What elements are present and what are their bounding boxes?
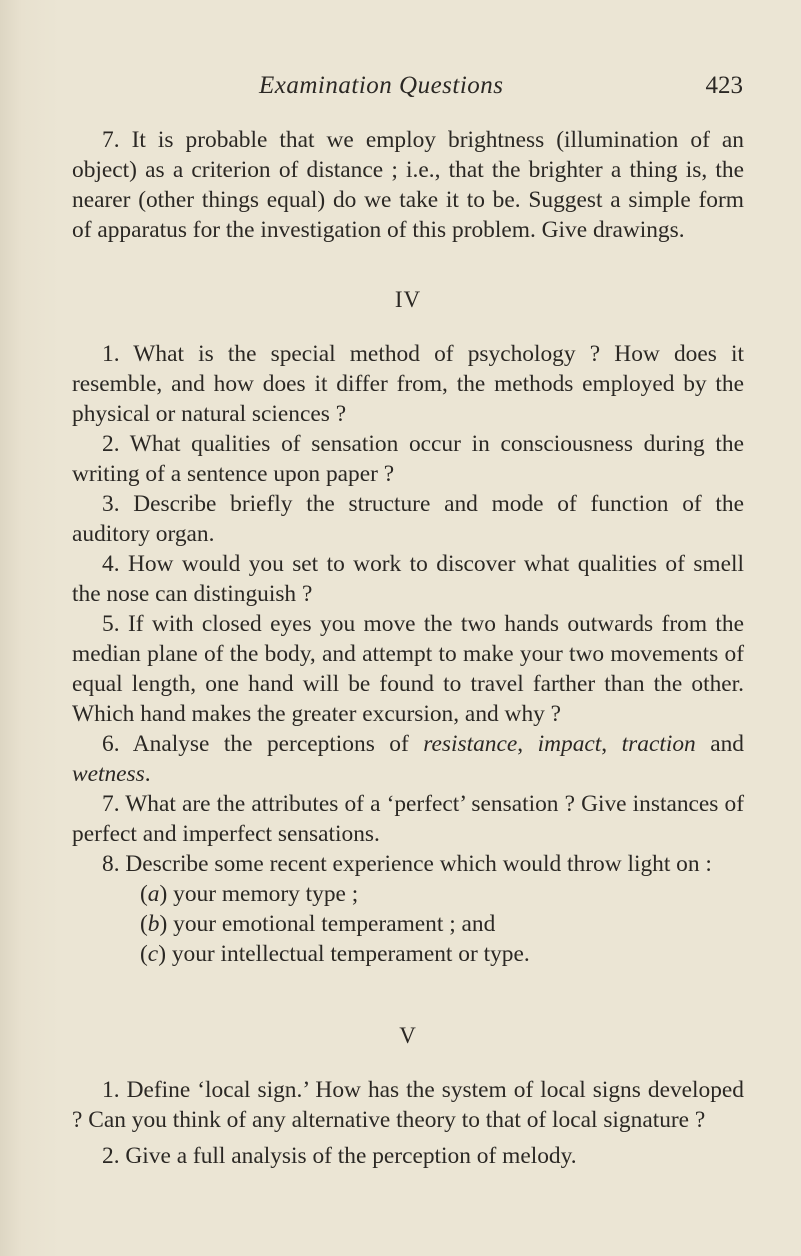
question-iv-1: 1. What is the special method of psychology ? How does it resemble, and how does it differ from, the methods employed by the physical or natural sciences ? — [72, 341, 744, 427]
question-iv-5: 5. If with closed eyes you move the two hands outwards from the median plane of the body, and attempt to make your two movements of equal length, one hand will be found to travel farther than the other. Which hand makes the greater excursion, and why ? — [72, 611, 744, 727]
sub-text: your memory type ; — [167, 881, 359, 907]
section-heading-v: V — [399, 1023, 417, 1048]
running-title: Examination Questions — [259, 72, 504, 99]
sub-letter: c — [147, 941, 159, 967]
period: . — [144, 761, 151, 787]
page-header — [0, 72, 801, 108]
question-iv-7: 7. What are the attributes of a ‘perfect’ sensation ? Give instances of perfect and imperfect sensations. — [72, 791, 744, 847]
question-iv-8-sub-b: (b) your emotional temperament ; and — [140, 911, 496, 937]
page-content — [72, 125, 744, 1171]
question-iii-7: 7. It is probable that we employ brightness (illumination of an object) as a criterion of distance ; i.e., that the brighter a thing is, the nearer (other things equal) do we take it to be. Suggest a simple form of apparatus for the investigation of this problem. Give drawings. — [72, 127, 744, 243]
question-iv-4: 4. How would you set to work to discover what qualities of smell the nose can distinguish ? — [72, 551, 744, 607]
term-impact: impact — [537, 731, 602, 757]
question-iv-8: 8. Describe some recent experience which would throw light on : — [102, 851, 712, 877]
separator: , — [517, 731, 538, 757]
question-iv-8-sub-a: (a) your memory type ; — [140, 881, 359, 907]
term-wetness: wetness — [72, 761, 145, 787]
question-iv-8-sub-c: (c) your intellectual temperament or type. — [140, 941, 530, 967]
sub-text: your intellectual temperament or type. — [165, 941, 530, 967]
question-v-1: 1. Define ‘local sign.’ How has the system of local signs developed ? Can you think of any alternative theory to that of local signature ? — [72, 1077, 744, 1133]
separator: , — [601, 731, 622, 757]
question-iv-6-prefix: 6. Analyse the perceptions of — [102, 731, 424, 757]
question-iv-3: 3. Describe briefly the structure and mode of function of the auditory organ. — [72, 491, 744, 547]
page-number: 423 — [705, 72, 743, 99]
question-iv-2: 2. What qualities of sensation occur in consciousness during the writing of a sentence upon paper ? — [72, 431, 744, 487]
conjunction: and — [695, 731, 745, 757]
question-v-2: 2. Give a full analysis of the perception of melody. — [102, 1143, 577, 1169]
section-heading-iv: IV — [394, 287, 422, 312]
sub-letter: a — [147, 881, 160, 907]
sub-letter: b — [147, 911, 160, 937]
term-traction: traction — [621, 731, 696, 757]
question-iv-6 — [72, 729, 744, 789]
sub-text: your emotional temperament ; and — [167, 911, 496, 937]
term-resistance: resistance — [423, 731, 518, 757]
